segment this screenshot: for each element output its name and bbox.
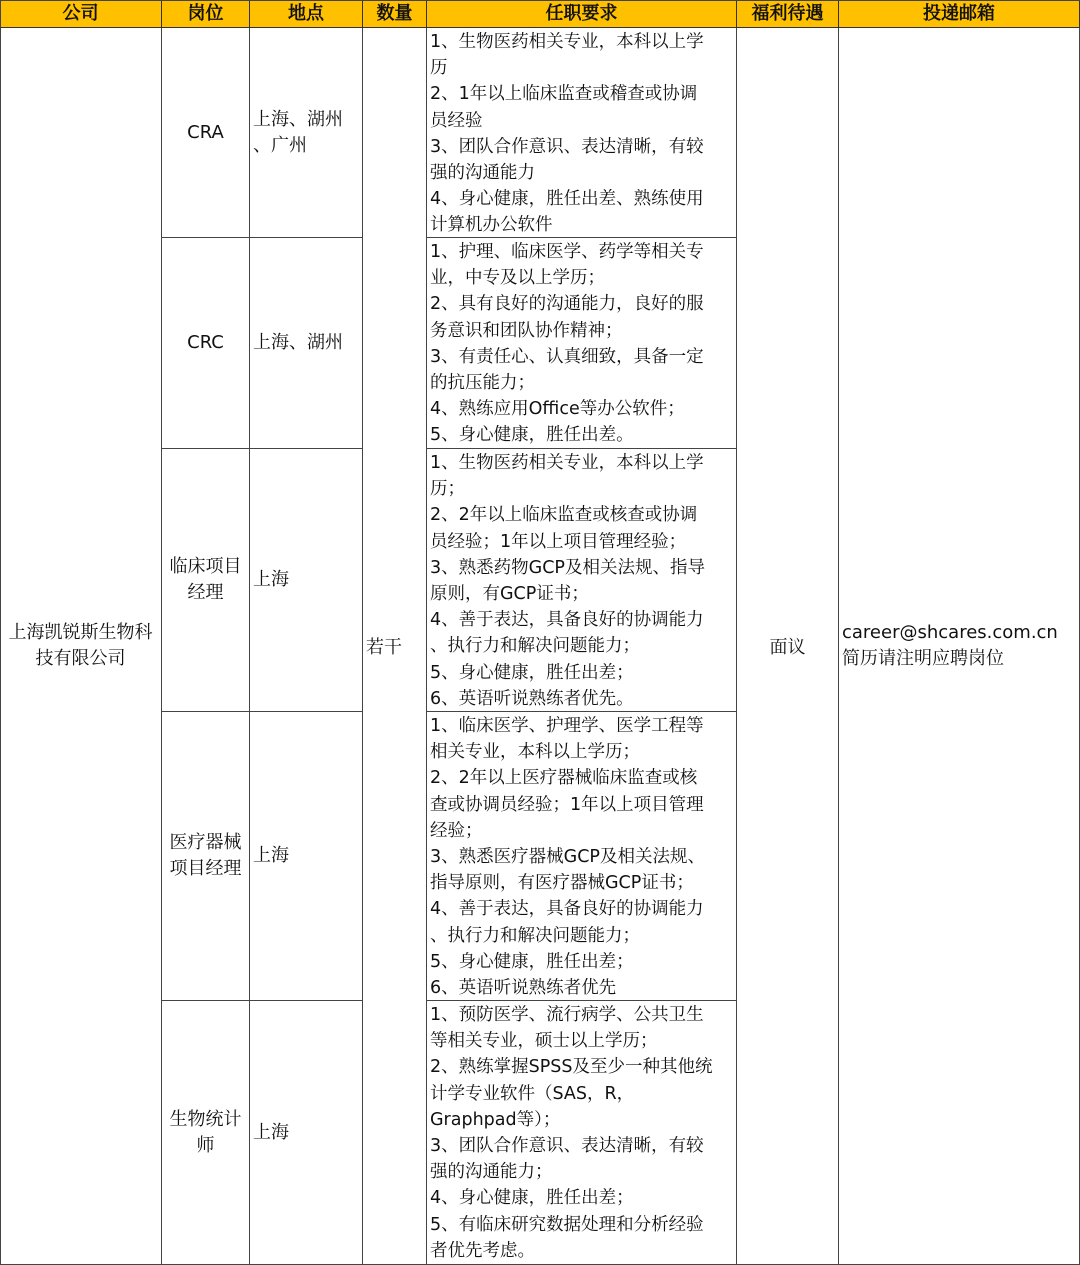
requirement-item: 3、团队合作意识、表达清晰，有较 强的沟通能力	[430, 136, 704, 184]
requirement-item: 6、英语听说熟练者优先	[430, 978, 617, 999]
header-location: 地点	[250, 0, 363, 28]
job-requirements-cell	[427, 712, 737, 1001]
requirement-item: 3、熟悉医疗器械GCP及相关法规、 指导原则，有医疗器械GCP证书；	[430, 847, 705, 894]
requirement-item: 5、身心健康，胜任出差；	[430, 951, 634, 972]
header-benefits: 福利待遇	[737, 0, 839, 28]
requirement-item: 2、2年以上医疗器械临床监查或核 查或协调员经验；1年以上项目管理 经验；	[430, 768, 704, 841]
requirement-item: 3、团队合作意识、表达清晰，有较 强的沟通能力；	[430, 1136, 704, 1183]
job-location-cell	[250, 28, 363, 238]
quantity-cell	[363, 28, 427, 1265]
header-email: 投递邮箱	[839, 0, 1080, 28]
benefits-cell	[737, 28, 839, 1265]
job-location: 上海、湖州	[253, 332, 343, 353]
requirement-item: 2、具有良好的沟通能力，良好的服 务意识和团队协作精神；	[430, 294, 704, 341]
job-location-cell	[250, 238, 363, 449]
job-title: 医疗器械 项目经理	[169, 832, 242, 879]
requirement-item: 2、1年以上临床监查或稽查或协调 员经验	[430, 84, 698, 131]
requirement-item: 1、生物医药相关专业，本科以上学 历；	[430, 453, 704, 500]
job-requirements-cell	[427, 28, 737, 238]
header-company: 公司	[0, 0, 162, 28]
job-requirements-cell	[427, 449, 737, 712]
header-requirements: 任职要求	[427, 0, 737, 28]
quantity-value: 若干	[366, 637, 402, 658]
job-requirements-cell	[427, 238, 737, 449]
job-location: 上海	[253, 845, 289, 866]
requirement-item: 4、身心健康，胜任出差；	[430, 1188, 634, 1209]
job-title-cell	[162, 238, 250, 449]
benefits-value: 面议	[769, 637, 806, 658]
requirement-item: 2、2年以上临床监查或核查或协调 员经验；1年以上项目管理经验；	[430, 505, 698, 552]
job-location: 上海	[253, 1121, 289, 1143]
job-title: 临床项目 经理	[169, 556, 242, 603]
job-title-cell	[162, 712, 250, 1001]
requirement-item: 3、有责任心、认真细致，具备一定 的抗压能力；	[430, 346, 704, 394]
requirement-item: 5、身心健康，胜任出差。	[430, 425, 634, 446]
requirement-item: 5、身心健康，胜任出差；	[430, 662, 634, 683]
requirement-item: 1、生物医药相关专业，本科以上学 历	[430, 32, 704, 79]
job-title: CRA	[187, 121, 224, 143]
email-note: 简历请注明应聘岗位	[842, 648, 1004, 669]
requirement-item: 2、熟练掌握SPSS及至少一种其他统 计学专业软件（SAS，R， Graphpad等）；	[430, 1057, 713, 1130]
header-quantity: 数量	[363, 0, 427, 28]
job-location: 上海、湖州 、广州	[253, 108, 343, 156]
company-cell	[0, 28, 162, 1265]
requirement-item: 4、身心健康，胜任出差、熟练使用 计算机办公软件	[430, 189, 704, 236]
requirement-item: 5、有临床研究数据处理和分析经验 者优先考虑。	[430, 1214, 704, 1261]
requirement-item: 1、护理、临床医学、药学等相关专 业，中专及以上学历；	[430, 242, 704, 289]
requirement-item: 4、善于表达，具备良好的协调能力 、执行力和解决问题能力；	[430, 610, 704, 657]
requirement-item: 4、善于表达，具备良好的协调能力 、执行力和解决问题能力；	[430, 899, 704, 946]
company-name: 上海凯锐斯生物科 技有限公司	[8, 622, 153, 669]
requirement-item: 6、英语听说熟练者优先。	[430, 688, 634, 709]
email-address[interactable]: career@shcares.com.cn	[842, 622, 1058, 643]
requirement-item: 1、临床医学、护理学、医学工程等 相关专业，本科以上学历；	[430, 716, 704, 763]
job-location: 上海	[253, 569, 289, 590]
job-location-cell	[250, 449, 363, 712]
job-title-cell	[162, 28, 250, 238]
job-location-cell	[250, 712, 363, 1001]
job-title-cell	[162, 1001, 250, 1265]
requirement-item: 4、熟练应用Office等办公软件；	[430, 399, 685, 420]
job-title: CRC	[187, 332, 224, 353]
requirement-item: 1、预防医学、流行病学、公共卫生 等相关专业，硕士以上学历；	[430, 1005, 704, 1052]
job-title-cell	[162, 449, 250, 712]
email-cell	[839, 28, 1080, 1265]
job-title: 生物统计 师	[169, 1108, 242, 1156]
header-position: 岗位	[162, 0, 250, 28]
job-requirements-cell	[427, 1001, 737, 1265]
job-location-cell	[250, 1001, 363, 1265]
requirement-item: 3、熟悉药物GCP及相关法规、指导 原则，有GCP证书；	[430, 557, 705, 605]
